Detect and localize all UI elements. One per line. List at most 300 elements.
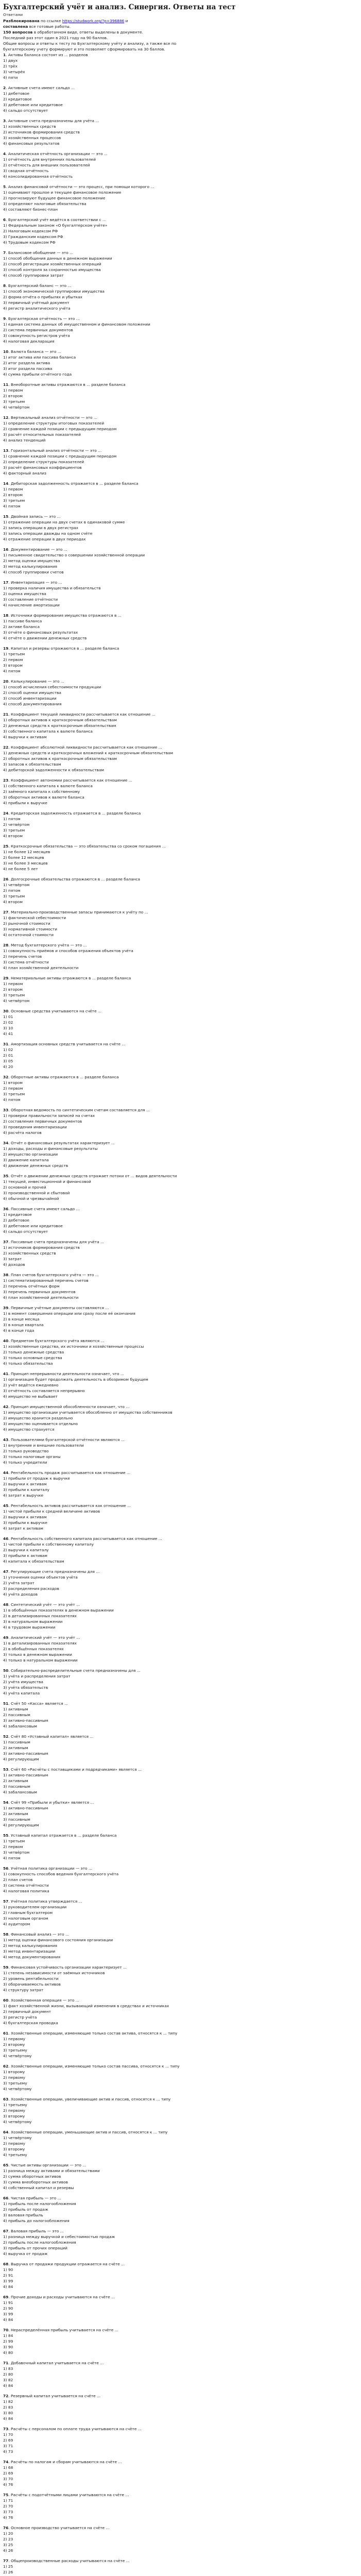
question-body: Прочие доходы и расходы учитываются на счёте ...	[11, 2295, 115, 2299]
question-text	[3, 1734, 358, 1739]
intro-line-5: Общие вопросы и ответы к тесту по Бухгалтерскому учёту и анализу, а также все по	[3, 41, 177, 46]
question-body: Горизонтальный анализ отчётности — это ...	[11, 448, 102, 453]
question-number: 75	[3, 2493, 9, 2497]
question-item	[3, 1338, 358, 1366]
question-body: Активы баланса состоят из ... разделов	[8, 53, 88, 57]
answer-option: 1) первом	[3, 487, 23, 492]
question-body: Основное производство учитывается на счёте ...	[11, 2526, 110, 2530]
question-body: Счёт 80 «Уставный капитал» является ...	[11, 1734, 94, 1739]
answer-option: 1) первом	[3, 388, 23, 393]
question-number: 43	[3, 1437, 9, 1442]
answer-option: 4) только обязательства	[3, 1361, 53, 1366]
answer-option: 1) четвёртому	[3, 2136, 32, 2140]
question-number: 12	[3, 415, 9, 420]
question-text	[3, 415, 358, 420]
question-number-separator: .	[8, 2361, 11, 2365]
question-body: Коэффициент абсолютной ликвидности рассчитывается как отношение ...	[11, 745, 162, 750]
question-number-separator: .	[8, 2427, 11, 2431]
question-text	[3, 1338, 358, 1344]
question-number-separator: .	[8, 349, 11, 354]
question-text	[3, 1239, 358, 1245]
answer-option: 2) хозяйственных средств	[3, 1251, 56, 1256]
question-body: Учётная политика организации — это ...	[11, 1866, 92, 1871]
answer-option: 4) движение денежных средств	[3, 1163, 68, 1168]
answer-option: 1) 25	[3, 2564, 13, 2569]
question-number-separator: .	[8, 2295, 11, 2299]
question-number: 33	[3, 1108, 9, 1112]
question-body: Рентабельность собственного капитала рассчитывается как отношение ...	[11, 1536, 162, 1541]
question-body: Источники формирования имущества отражаются в ...	[11, 613, 122, 618]
question-text	[3, 1206, 358, 1212]
question-number: 21	[3, 712, 9, 717]
answer-option: 2) выручки к капиталу	[3, 1548, 49, 1552]
question-body: Валюта баланса — это ...	[11, 349, 61, 354]
question-text	[3, 1569, 358, 1574]
answer-option: 4) имущество страхуется	[3, 1427, 55, 1432]
question-item	[3, 1899, 358, 1927]
intro-line-3-tail: в обработанном виде, ответы выделены в документе.	[32, 30, 143, 35]
question-text	[3, 843, 358, 849]
intro-line-2	[3, 24, 358, 29]
question-number-separator: .	[8, 745, 11, 750]
question-number: 19	[3, 646, 9, 651]
question-item	[3, 1107, 358, 1136]
question-number-separator: .	[8, 1932, 11, 1937]
answer-option: 4) 76	[3, 2515, 13, 2520]
intro-link[interactable]: https://studwork.org/?p=396886	[62, 19, 125, 23]
question-text	[3, 580, 358, 585]
question-number: 53	[3, 1767, 9, 1772]
answer-option: 1) активно-пассивным	[3, 1773, 48, 1777]
question-number: 59	[3, 1965, 9, 1970]
question-text	[3, 876, 358, 882]
question-item	[3, 382, 358, 410]
answer-option: 4) сумма прибыли отчётного года	[3, 372, 72, 377]
question-body: Капитал и резервы отражаются в ... разделе баланса	[11, 646, 119, 651]
question-number: 23	[3, 778, 9, 783]
question-text	[3, 85, 358, 91]
question-number-separator: .	[8, 580, 11, 585]
intro	[3, 18, 358, 52]
question-body: План счетов бухгалтерского учёта — это ...	[11, 1273, 99, 1277]
answer-option: 1) систематизированный перечень счетов	[3, 1278, 89, 1283]
answer-option: 4) 73	[3, 2449, 13, 2454]
answer-option: 1) 71	[3, 2498, 13, 2503]
question-body: Основные средства учитываются на счёте ...	[11, 1009, 102, 1013]
answer-option: 4) не более 5 лет	[3, 867, 38, 871]
question-text	[3, 448, 358, 453]
question-number-separator: .	[8, 1240, 11, 1244]
question-item	[3, 613, 358, 641]
answer-option: 4) затрат к выручке	[3, 1493, 44, 1498]
question-text	[3, 2294, 358, 2300]
answer-option: 2) главным бухгалтером	[3, 1910, 53, 1915]
answer-option: 3) отчётность составляется непрерывно	[3, 1388, 85, 1393]
question-body: Учётная политика утверждается ...	[11, 1899, 82, 1904]
answer-option: 1) пассивным	[3, 1740, 30, 1744]
answer-option: 4) план хозяйственной деятельности	[3, 965, 79, 970]
answer-option: 4) имущество не выбывает	[3, 1394, 58, 1399]
question-item	[3, 250, 358, 278]
question-number: 45	[3, 1503, 9, 1508]
answer-option: 3) четвёртом	[3, 1850, 30, 1855]
answer-option: 2) первому	[3, 2075, 25, 2080]
answer-option: 4) факторный анализ	[3, 471, 46, 476]
answer-option: 2) заёмного капитала к собственному	[3, 789, 80, 794]
question-text	[3, 1404, 358, 1410]
answer-option: 2) трёх	[3, 64, 18, 69]
question-body: Финансовая устойчивость организации характеризует ...	[11, 1965, 127, 1970]
question-body: Дебиторская задолженность отражается в ... разделе баланса	[11, 481, 139, 486]
question-number: 11	[3, 382, 9, 387]
question-number: 44	[3, 1470, 9, 1475]
question-number: 52	[3, 1734, 9, 1739]
question-number-separator: .	[8, 1734, 11, 1739]
question-number-separator: .	[8, 2526, 11, 2530]
question-number: 18	[3, 613, 9, 618]
question-item	[3, 1503, 358, 1531]
answer-option: 3) производственной и сбытовой	[3, 1191, 70, 1195]
answer-option: 2) 83	[3, 2405, 13, 2410]
question-text	[3, 777, 358, 783]
answer-option: 1) имущество организации учитывается обособленно от имущества собственников	[3, 1410, 173, 1415]
answer-option: 3) только в денежном выражении	[3, 1652, 72, 1657]
question-item	[3, 942, 358, 971]
question-number: 28	[3, 943, 9, 947]
question-body: Принцип имущественной обособленности означает, что ...	[11, 1404, 130, 1409]
question-number-separator: .	[8, 1767, 11, 1772]
answer-option: 3) метод инвентаризации	[3, 1949, 56, 1954]
answer-option: 4) пятом	[3, 1856, 21, 1860]
answer-option: 2) учёта имущества	[3, 1680, 43, 1684]
question-body: Расчёты по налогам и сборам учитываются на счёте ...	[11, 2460, 122, 2464]
question-text	[3, 2261, 358, 2267]
question-number: 46	[3, 1536, 9, 1541]
question-number: 16	[3, 547, 9, 552]
question-body: Хозяйственные операции, изменяющие только состав актива, относятся к ... типу	[11, 2031, 178, 2036]
answer-option: 1) в детализированных показателях	[3, 1641, 77, 1646]
question-item	[3, 52, 358, 80]
answer-option: 1) внутренние и внешние пользователи	[3, 1443, 84, 1448]
question-item	[3, 547, 358, 575]
answer-option: 4) только в натуральном выражении	[3, 1658, 78, 1663]
question-number: 77	[3, 2558, 9, 2563]
answer-option: 2) составления первичных документов	[3, 1119, 82, 1124]
answer-option: 1) итог актива или пассива баланса	[3, 355, 76, 360]
question-item	[3, 2426, 358, 2454]
answer-option: 2) 91	[3, 2273, 13, 2278]
answer-option: 3) перечень первичных документов	[3, 1290, 76, 1294]
answer-option: 4) сальдо отсутствует	[3, 1229, 48, 1234]
question-item	[3, 744, 358, 773]
question-item	[3, 514, 358, 542]
answer-option: 1) совокупность способов ведения бухгалтерского учёта	[3, 1872, 119, 1876]
question-text	[3, 613, 358, 618]
question-number-separator: .	[8, 448, 11, 453]
answer-option: 2) активным	[3, 1778, 28, 1783]
question-item	[3, 580, 358, 608]
question-number: 20	[3, 679, 9, 684]
question-text	[3, 2558, 358, 2564]
question-item	[3, 1371, 358, 1399]
question-item	[3, 1767, 358, 1795]
answer-option: 3) в конце квартала	[3, 1323, 44, 1327]
question-number: 2	[3, 86, 6, 90]
question-item	[3, 2129, 358, 2158]
answer-option: 1) пассиве баланса	[3, 619, 42, 623]
answer-option: 4) налоговая декларация	[3, 339, 55, 344]
answer-option: 3) третьему	[3, 2081, 27, 2086]
question-number-separator: .	[8, 1009, 11, 1013]
answer-option: 1) хозяйственных средств	[3, 124, 56, 129]
question-item	[3, 217, 358, 245]
question-body: Счёт 99 «Прибыли и убытки» является ...	[11, 1800, 94, 1805]
question-text	[3, 1767, 358, 1772]
question-item	[3, 2294, 358, 2323]
question-number: 14	[3, 481, 9, 486]
question-number: 30	[3, 1009, 9, 1013]
question-number: 36	[3, 1207, 9, 1211]
question-number-separator: .	[8, 811, 11, 816]
question-text	[3, 1008, 358, 1014]
answer-option: 1) оценивают прошлое и текущее финансовое положение	[3, 190, 122, 195]
answer-option: 1) собственного капитала к валюте баланса	[3, 784, 93, 788]
intro-line-3	[3, 29, 358, 35]
question-item	[3, 481, 358, 509]
answer-option: 4) затрат к активам	[3, 1526, 43, 1531]
answer-option: 3) оборотных активов к валюте баланса	[3, 795, 84, 800]
answer-option: 2) первому	[3, 2108, 25, 2113]
question-number-separator: .	[8, 2394, 11, 2398]
answer-option: 1) проверка наличия имущества и обязательств	[3, 586, 101, 590]
question-number-separator: .	[6, 283, 8, 288]
question-number: 3	[3, 118, 6, 123]
question-item	[3, 1635, 358, 1663]
answer-option: 2) способ оценки имущества	[3, 690, 61, 695]
answer-option: 4) втором	[3, 834, 23, 838]
question-item	[3, 1173, 358, 1201]
question-text	[3, 2096, 358, 2102]
question-item	[3, 1404, 358, 1432]
question-number-separator: .	[8, 547, 11, 552]
intro-line-4: Последний раз этот один в 2021 году на 90 баллов.	[3, 36, 108, 40]
question-number-separator: .	[8, 2130, 11, 2134]
answer-option: 1) второму	[3, 2070, 25, 2074]
answer-option: 2) учёт ведётся ежедневно	[3, 1383, 59, 1387]
answer-option: 2) активе баланса	[3, 624, 40, 629]
answers-label: Ответами	[3, 12, 23, 17]
answer-option: 4) регулирующим	[3, 1757, 39, 1761]
question-text	[3, 646, 358, 651]
question-number: 51	[3, 1701, 9, 1706]
question-number-separator: .	[8, 1998, 11, 2003]
question-number: 29	[3, 976, 9, 980]
answer-option: 4) регулирующим	[3, 1823, 39, 1827]
answer-option: 3) распределения расходов	[3, 1586, 59, 1591]
question-number-separator: .	[8, 1635, 11, 1640]
question-text	[3, 382, 358, 387]
question-item	[3, 2030, 358, 2059]
answer-option: 3) имущество оценивается отдельно	[3, 1421, 78, 1426]
answer-option: 2) выручки к активам	[3, 1515, 47, 1519]
answer-option: 4) расчёта налогов	[3, 1130, 42, 1135]
answer-option: 4) 84	[3, 2317, 13, 2322]
answer-option: 3) налоговым органом	[3, 1916, 48, 1921]
answer-option: 2) первичный документ	[3, 2009, 51, 2014]
answer-option: 4) налоговая политика	[3, 1889, 49, 1893]
answer-option: 4) дебиторской задолженности к обязательствам	[3, 768, 104, 772]
answer-option: 2) основной и прочей	[3, 1185, 46, 1190]
question-item	[3, 1239, 358, 1267]
answer-option: 3) совокупность регистров учёта	[3, 333, 70, 338]
question-body: Оборотная ведомость по синтетическим счетам составляется для ...	[11, 1108, 150, 1112]
answer-option: 3) отчёте о финансовых результатах	[3, 630, 78, 635]
question-text	[3, 1833, 358, 1838]
question-number: 64	[3, 2130, 9, 2134]
question-number: 57	[3, 1899, 9, 1904]
answer-option: 3) определяют налоговые обязательства	[3, 201, 87, 206]
answer-option: 2) 23	[3, 2537, 13, 2541]
question-number-separator: .	[8, 2262, 11, 2266]
answer-option: 2) 02	[3, 1020, 13, 1025]
answer-option: 3) 82	[3, 2378, 13, 2382]
question-number: 63	[3, 2097, 9, 2102]
answer-option: 3) дебетовое или кредитовое	[3, 1224, 63, 1228]
answer-option: 3) 80	[3, 2411, 13, 2415]
question-text	[3, 1140, 358, 1146]
question-item	[3, 1668, 358, 1696]
question-body: Отчёт о финансовых результатах характеризует ...	[11, 1141, 115, 1145]
answer-option: 2) кредитовое	[3, 97, 32, 101]
question-item	[3, 1437, 358, 1465]
question-body: Хозяйственная операция — это ...	[11, 1998, 79, 2003]
question-item	[3, 975, 358, 1004]
question-number-separator: .	[8, 679, 11, 684]
question-item	[3, 876, 358, 905]
question-item	[3, 1701, 358, 1729]
question-body: Синтетический учёт — это учёт ...	[11, 1602, 80, 1607]
answer-option: 1) способ обобщения данных в денежном выражении	[3, 256, 112, 261]
answer-option: 1) не более 12 месяцев	[3, 850, 50, 854]
answer-option: 1) доходы, расходы и финансовые результаты	[3, 1146, 98, 1151]
answer-option: 4) собственный капитал и резервы	[3, 2185, 74, 2190]
answer-option: 3) третьем	[3, 993, 25, 997]
question-number: 76	[3, 2526, 9, 2530]
question-number-separator: .	[6, 217, 8, 222]
question-text	[3, 481, 358, 486]
question-number-separator: .	[8, 2064, 11, 2069]
question-number-separator: .	[8, 1899, 11, 1904]
question-number-separator: .	[8, 1371, 11, 1376]
question-text	[3, 118, 358, 124]
question-text	[3, 2360, 358, 2366]
answer-option: 4) только учредители	[3, 1460, 47, 1465]
answer-option: 2) оценка имущества	[3, 591, 46, 596]
answer-option: 3) третьем	[3, 1092, 25, 1096]
question-number-separator: .	[8, 1965, 11, 1970]
answer-option: 3) второму	[3, 2147, 25, 2151]
question-body: Рентабельность активов рассчитывается как отношение ...	[11, 1503, 131, 1508]
question-number: 42	[3, 1404, 9, 1409]
question-item	[3, 2261, 358, 2290]
answer-option: 4) четвёртому	[3, 2087, 32, 2091]
question-body: Внеоборотные активы отражаются в ... разделе баланса	[11, 382, 126, 387]
answer-option: 4) доходов	[3, 1262, 25, 1267]
question-text	[3, 2459, 358, 2465]
answer-option: 1) в обобщённых показателях в денежном выражении	[3, 1608, 114, 1613]
question-body: Расчёты с персоналом по оплате труда учитываются на счёте ...	[11, 2427, 142, 2431]
question-number-separator: .	[8, 712, 11, 717]
question-text	[3, 1107, 358, 1113]
question-text	[3, 1272, 358, 1278]
answer-option: 4) забалансовым	[3, 1790, 37, 1794]
answer-option: 4) способ группировки затрат	[3, 273, 64, 278]
answer-option: 3) дебетовое или кредитовое	[3, 103, 63, 107]
question-list	[3, 52, 358, 2576]
answer-option: 3) валовая прибыль	[3, 2213, 43, 2217]
answer-option: 2) сумма оборотных активов	[3, 2174, 61, 2179]
question-item	[3, 777, 358, 806]
answer-option: 4) финансовых результатов	[3, 141, 60, 146]
question-number-separator: .	[8, 1273, 11, 1277]
answer-option: 4) обычной и чрезвычайной	[3, 1196, 59, 1201]
question-item	[3, 283, 358, 311]
question-number: 60	[3, 1998, 9, 2003]
question-text	[3, 2195, 358, 2201]
question-text	[3, 2129, 358, 2135]
question-number-separator: .	[8, 1042, 11, 1046]
answer-option: 4) прибыли к выручке	[3, 801, 47, 805]
answer-option: 4) втором	[3, 900, 23, 904]
answer-option: 1) степень независимости от заёмных источников	[3, 1971, 105, 1975]
question-body: Оборотные активы отражаются в ... разделе баланса	[11, 1075, 119, 1079]
answer-option: 3) активно-пассивным	[3, 1718, 48, 1723]
answer-option: 1) третьем	[3, 1839, 25, 1843]
answer-option: 1) третьем	[3, 652, 25, 656]
answer-option: 4) четвёртом	[3, 998, 30, 1003]
answer-option: 1) разница между выручкой и себестоимостью продаж	[3, 2234, 115, 2239]
answer-option: 1) 83	[3, 2366, 13, 2371]
answer-option: 2) первом	[3, 657, 23, 662]
question-number: 65	[3, 2163, 9, 2167]
answer-option: 4) метод документирования	[3, 1955, 61, 1959]
answer-option: 3) третьем	[3, 399, 25, 404]
answer-option: 1) учёта и распределения затрат	[3, 1674, 71, 1679]
answer-option: 3) третьем	[3, 894, 25, 899]
question-body: Краткосрочные обязательства — это обязательства со сроком погашения ...	[11, 844, 166, 849]
answer-option: 4) 80	[3, 2350, 13, 2355]
question-number: 74	[3, 2460, 9, 2464]
question-number-separator: .	[8, 2031, 11, 2036]
question-text	[3, 184, 358, 190]
answer-option: 1) денежных средств и краткосрочных вложений к краткосрочным обязательствам	[3, 751, 174, 755]
question-number: 66	[3, 2196, 9, 2200]
question-text	[3, 151, 358, 157]
question-number-separator: .	[8, 2163, 11, 2167]
answer-option: 2) 69	[3, 2438, 13, 2443]
question-number: 68	[3, 2262, 9, 2266]
question-number-separator: .	[8, 2493, 11, 2497]
question-body: Бухгалтерский баланс — это ...	[8, 283, 72, 288]
answer-option: 4) 41	[3, 1031, 13, 1036]
answer-option: 1) определение структуры итоговых показателей	[3, 421, 105, 426]
answer-option: 3) третьем	[3, 498, 25, 503]
answer-option: 4) 84	[3, 2284, 13, 2289]
answer-option: 3) только налоговые органы	[3, 1454, 61, 1459]
answer-option: 1) пятом	[3, 817, 21, 821]
question-text	[3, 711, 358, 717]
answer-option: 2) втором	[3, 493, 23, 497]
